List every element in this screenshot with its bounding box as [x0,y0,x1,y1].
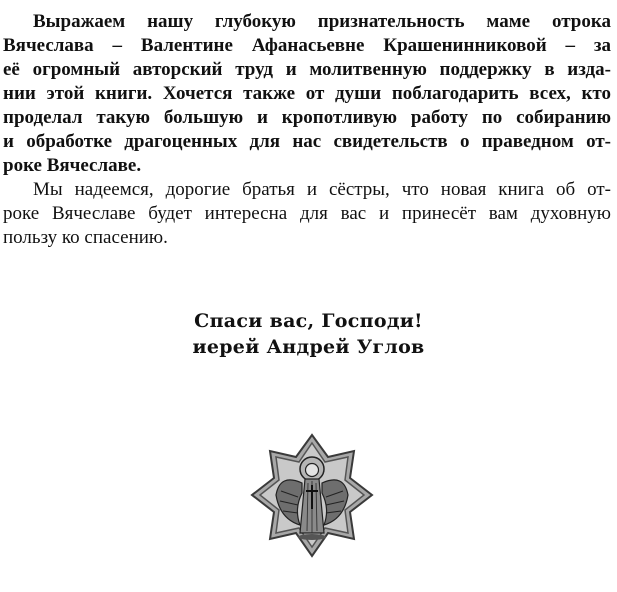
text-line: роке Вячеславе. [3,155,142,176]
head [306,464,319,477]
text-line: её огромный авторский труд и молитвенную поддержку в изда- [3,59,611,80]
text-line: пользу ко спасению. [3,227,168,248]
hope-paragraph [3,178,611,250]
text-line: Выражаем нашу глубокую признательность маме отрока [33,11,611,32]
text-line: проделал такую большую и кропотливую работу по собиранию [3,107,611,128]
text-block [3,10,611,250]
signature [0,308,617,360]
angel-medallion-icon [250,433,375,558]
acknowledgement-paragraph [3,10,611,178]
text-line: нии этой книги. Хочется также от души поблагодарить всех, кто [3,83,611,104]
author-line: иерей Андрей Углов [192,336,425,358]
text-line: и обработке драгоценных для нас свидетельств о праведном от- [3,131,611,152]
text-line: роке Вячеславе будет интересна для вас и принесёт вам духовную [3,203,611,224]
blessing-line: Спаси вас, Господи! [194,310,423,332]
text-line: Мы надеемся, дорогие братья и сёстры, что новая книга об от- [33,179,611,200]
text-line: Вячеслава – Валентине Афанасьевне Крашенинниковой – за [3,35,611,56]
